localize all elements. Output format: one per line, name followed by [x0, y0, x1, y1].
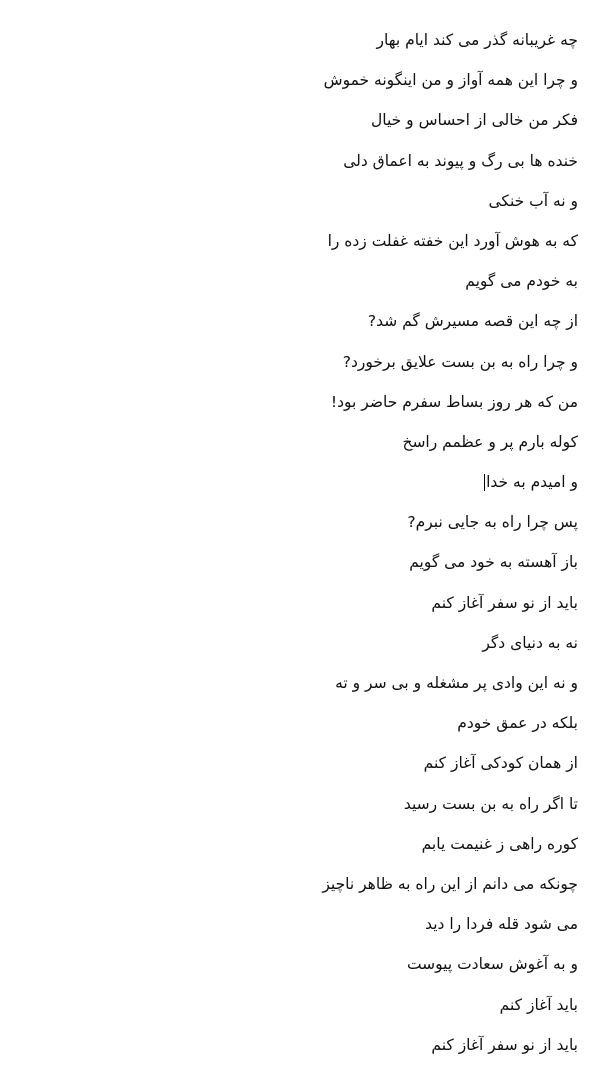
text-line-12: [20, 462, 578, 502]
text-line-3: فکر من خالی از احساس و خیال: [370, 111, 578, 130]
text-line-2: و چرا این همه آواز و من اینگونه خموش: [323, 71, 578, 90]
text-line-23: می شود قله فردا را دید: [425, 915, 578, 934]
text-line-18: بلکه در عمق خودم: [457, 714, 578, 733]
text-line-20: تا اگر راه به بن بست رسید: [403, 794, 578, 813]
text-cursor: [484, 474, 485, 491]
text-line-14: باز آهسته به خود می گویم: [409, 553, 578, 572]
text-line-1: چه غریبانه گذر می کند ایام بهار: [376, 31, 578, 49]
text-line-19: از همان کودکی آغاز کنم: [423, 754, 578, 773]
text-line-11: کوله بارم پر و عظمم راسخ: [402, 432, 578, 451]
text-line-13: پس چرا راه به جایی نبرم?: [407, 513, 578, 532]
text-line-10: من که هر روز بساط سفرم حاضر بود!: [330, 392, 578, 411]
text-line-21: کوره راهی ز غنیمت یابم: [421, 834, 578, 853]
text-line-15: باید از نو سفر آغاز کنم: [431, 593, 578, 612]
text-line-7: به خودم می گویم: [465, 272, 578, 291]
text-line-22: چونکه می دانم از این راه به ظاهر ناچیز: [322, 874, 578, 893]
text-line-24: و به آغوش سعادت پیوست: [406, 955, 578, 974]
text-line-12-text: و امیدم به خدا: [486, 473, 578, 492]
text-line-17: و نه این وادی پر مشغله و بی سر و ته: [335, 674, 578, 692]
text-line-5: و نه آب خنکی: [488, 191, 578, 210]
text-line-9: و چرا راه به بن بست علایق برخورد?: [342, 352, 578, 371]
text-line-4: خنده ها بی رگ و پیوند به اعماق دلی: [343, 151, 578, 170]
text-line-26: باید از نو سفر آغاز کنم: [431, 1035, 578, 1054]
text-line-8: از چه این قصه مسیرش گم شد?: [367, 312, 578, 331]
text-line-25: باید آغاز کنم: [499, 995, 578, 1014]
text-line-6: که به هوش آورد این خفته غفلت زده را: [327, 231, 578, 250]
text-line-16: نه به دنیای دگر: [482, 633, 578, 652]
